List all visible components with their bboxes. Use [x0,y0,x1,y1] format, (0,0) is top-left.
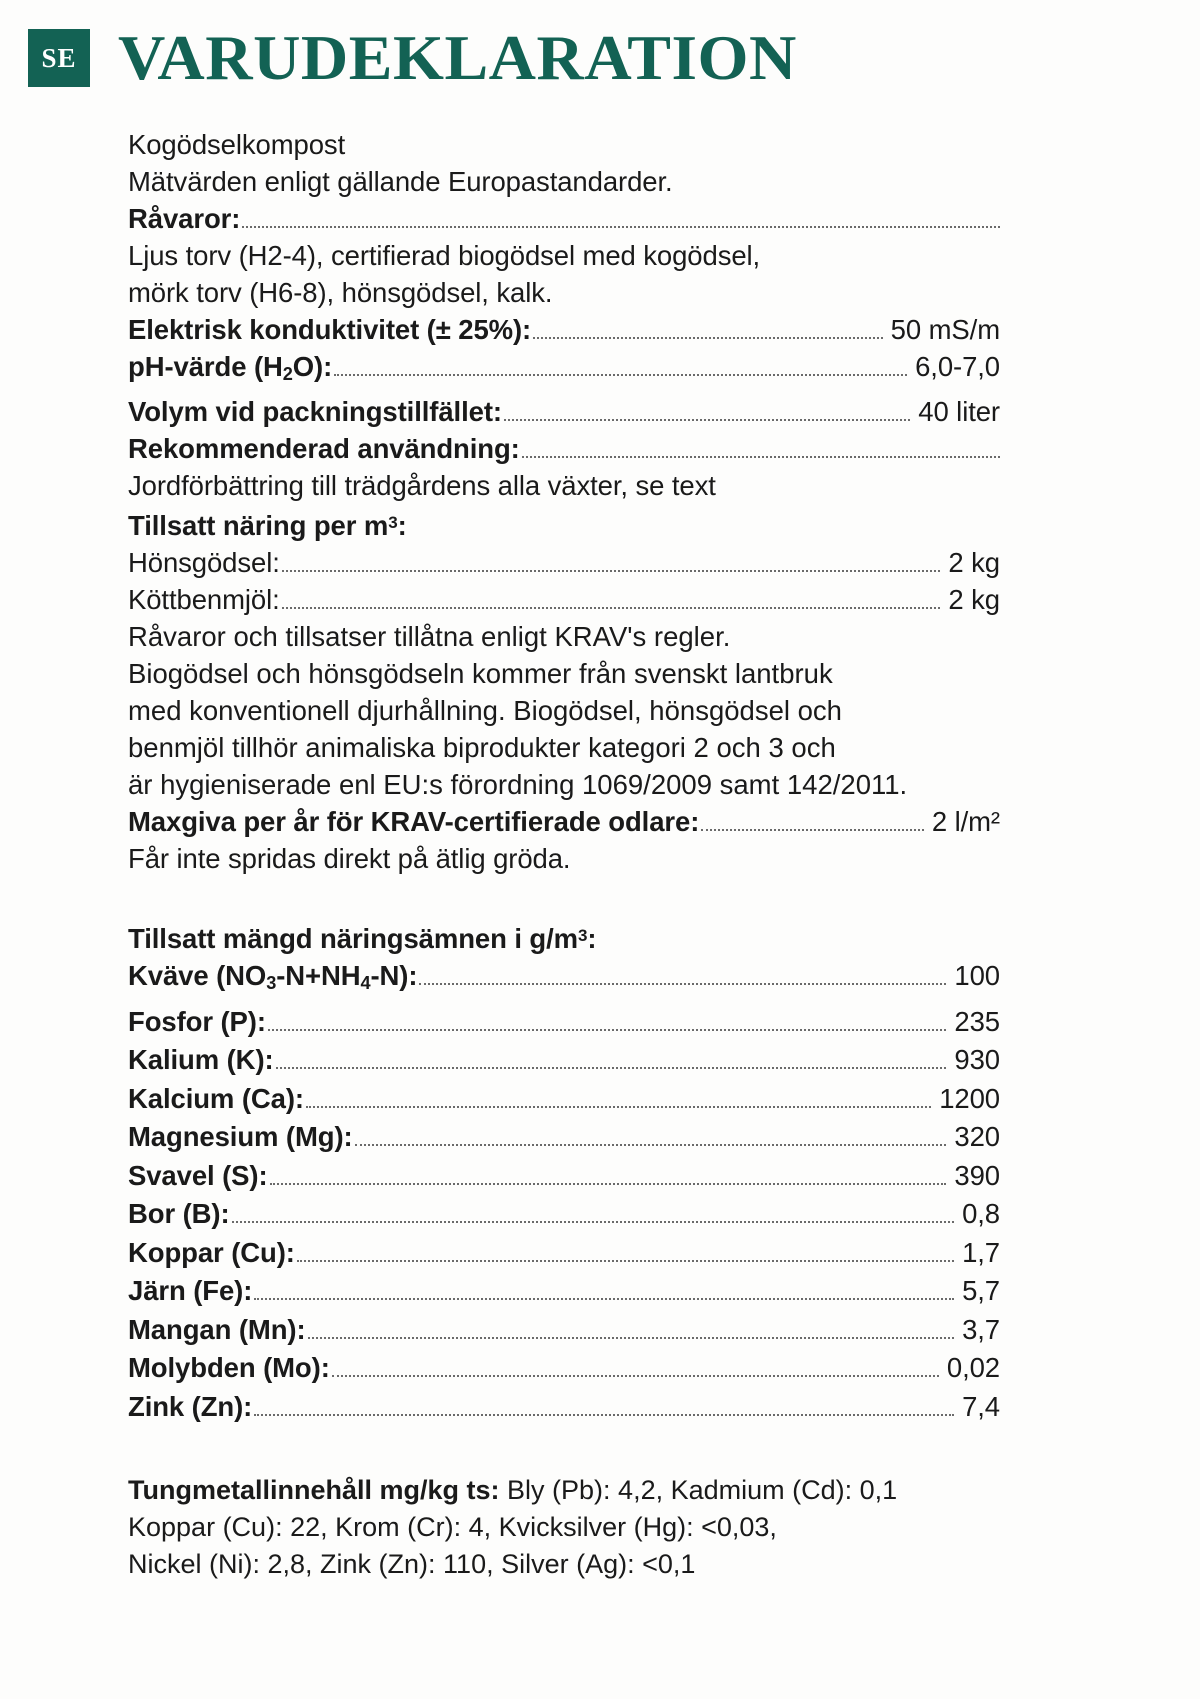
recommendation-text: Jordförbättring till trädgårdens alla växter, se text [128,469,716,501]
added-nutrition-label: Hönsgödsel: [128,547,280,579]
nutrient-value: 0,8 [962,1198,1000,1230]
nutrient-row-fe [128,1272,1000,1311]
page-title: VARUDEKLARATION [118,22,797,93]
nutrient-table-heading: Tillsatt mängd näringsämnen i $g/m^3$: [128,923,597,955]
max-dose-footnote: Får inte spridas direkt på ätlig gröda. [128,843,571,875]
note-line: benmjöl tillhör animaliska biprodukter kategori 2 och 3 och [128,732,836,764]
note-line: Biogödsel och hönsgödseln kommer från svenskt lantbruk [128,658,833,690]
nutrient-label: Kväve $(NO_3-N+NH_4-N)$: [128,960,418,994]
dotted-leader [282,569,941,572]
heavy-metals-label: Tungmetallinnehåll mg/kg ts: [128,1475,500,1506]
dotted-leader [232,1220,955,1223]
dotted-leader [282,606,941,609]
nutrient-row-n [128,957,1000,1002]
dotted-leader [308,1336,955,1339]
added-nutrition-value: 2 kg [948,584,1000,616]
dotted-leader [332,1374,939,1377]
nutrient-value: 320 [954,1121,1000,1153]
nutrient-row-ca [128,1080,1000,1119]
raw-materials-label: Råvaror: [128,203,241,234]
nutrient-value: 7,4 [962,1390,1000,1422]
nutrient-label: Kalium (K): [128,1044,274,1076]
property-row-conductivity [128,311,1000,348]
added-nutrition-label: Köttbenmjöl: [128,584,280,616]
nutrient-label: Molybden (Mo): [128,1352,330,1384]
nutrient-label: Mangan (Mn): [128,1313,306,1345]
added-nutrition-row-hons [128,544,1000,581]
max-dose-label: Maxgiva per år för KRAV-certifierade odlare: [128,806,700,838]
nutrient-row-mo [128,1349,1000,1388]
nutrient-label: Bor (B): [128,1198,230,1230]
recommendation-label: Rekommenderad användning: [128,432,520,464]
raw-materials-line-2: mörk torv (H6-8), hönsgödsel, kalk. [128,277,553,308]
dotted-leader [242,225,1000,228]
label-body [0,96,1200,1583]
nutrient-label: Järn (Fe): [128,1275,253,1307]
heavy-metals-block [128,1472,1000,1583]
nutrient-label: Zink (Zn): [128,1390,253,1422]
dotted-leader [254,1297,954,1300]
nutrient-row-k [128,1041,1000,1080]
nutrient-row-p [128,1003,1000,1042]
added-nutrition-heading: Tillsatt näring per $m^3$: [128,510,407,542]
note-line: är hygieniserade enl EU:s förordning 1069/2009 samt 142/2011. [128,769,908,801]
heavy-metals-line-1 [128,1472,1000,1509]
dotted-leader [355,1143,947,1146]
nutrient-row-s [128,1157,1000,1196]
dotted-leader [522,455,1000,458]
language-badge: SE [28,29,90,87]
note-line: med konventionell djurhållning. Biogödsel, hönsgödsel och [128,695,842,727]
property-row-ph [128,348,1000,393]
standards-note: Mätvärden enligt gällande Europastandarder. [128,166,673,197]
nutrient-row-b [128,1195,1000,1234]
dotted-leader [297,1259,954,1262]
dotted-leader [419,982,946,985]
heavy-metals-line-3: Nickel (Ni): 2,8, Zink (Zn): 110, Silver (Ag): <0,1 [128,1549,696,1580]
note-line: Råvaror och tillsatser tillåtna enligt KRAV's regler. [128,621,731,653]
added-nutrition-row-kott [128,581,1000,618]
raw-materials-line-1: Ljus torv (H2-4), certifierad biogödsel med kogödsel, [128,240,761,271]
dotted-leader [268,1028,947,1031]
nutrient-label: Magnesium (Mg): [128,1121,353,1153]
dotted-leader [306,1105,931,1108]
nutrient-label: Fosfor (P): [128,1005,266,1037]
property-value: 6,0-7,0 [915,351,1000,382]
dotted-leader [533,336,883,339]
nutrient-value: 5,7 [962,1275,1000,1307]
property-value: 50 mS/m [890,314,1000,345]
nutrient-row-mg [128,1118,1000,1157]
nutrient-value: 930 [954,1044,1000,1076]
max-dose-value: 2 l/m² [931,806,1000,838]
nutrient-value: 390 [954,1159,1000,1191]
nutrient-value: 0,02 [946,1352,1000,1384]
property-label: Volym vid packningstillfället: [128,395,502,427]
nutrient-value: 235 [954,1005,1000,1037]
nutrient-label: Koppar (Cu): [128,1236,295,1268]
dotted-leader [334,373,907,376]
raw-materials-row [128,200,1000,237]
dotted-leader [504,418,910,421]
added-nutrition-value: 2 kg [948,547,1000,579]
recommendation-row [128,430,1000,467]
nutrient-value: 3,7 [962,1313,1000,1345]
dotted-leader [254,1413,954,1416]
dotted-leader [276,1066,947,1069]
nutrient-row-zn [128,1388,1000,1427]
property-label: Elektrisk konduktivitet (± 25%): [128,314,532,345]
nutrient-row-mn [128,1311,1000,1350]
property-value: 40 liter [918,395,1000,427]
product-name: Kogödselkompost [128,129,346,160]
nutrient-value: 100 [954,960,1000,992]
dotted-leader [270,1182,947,1185]
nutrient-value: 1200 [939,1082,1000,1114]
nutrient-table [128,917,1000,1426]
heavy-metals-values-1: Bly (Pb): 4,2, Kadmium (Cd): 0,1 [499,1475,898,1506]
property-row-volume [128,393,1000,430]
property-label: pH-värde $(H_2O)$: [128,351,333,384]
nutrient-row-cu [128,1234,1000,1273]
nutrient-value: 1,7 [962,1236,1000,1268]
heavy-metals-line-2: Koppar (Cu): 22, Krom (Cr): 4, Kvicksilver (Hg): <0,03, [128,1512,777,1543]
nutrient-label: Svavel (S): [128,1159,268,1191]
label-header [0,0,1200,96]
max-dose-row [128,803,1000,840]
dotted-leader [701,828,924,831]
nutrient-label: Kalcium (Ca): [128,1082,304,1114]
